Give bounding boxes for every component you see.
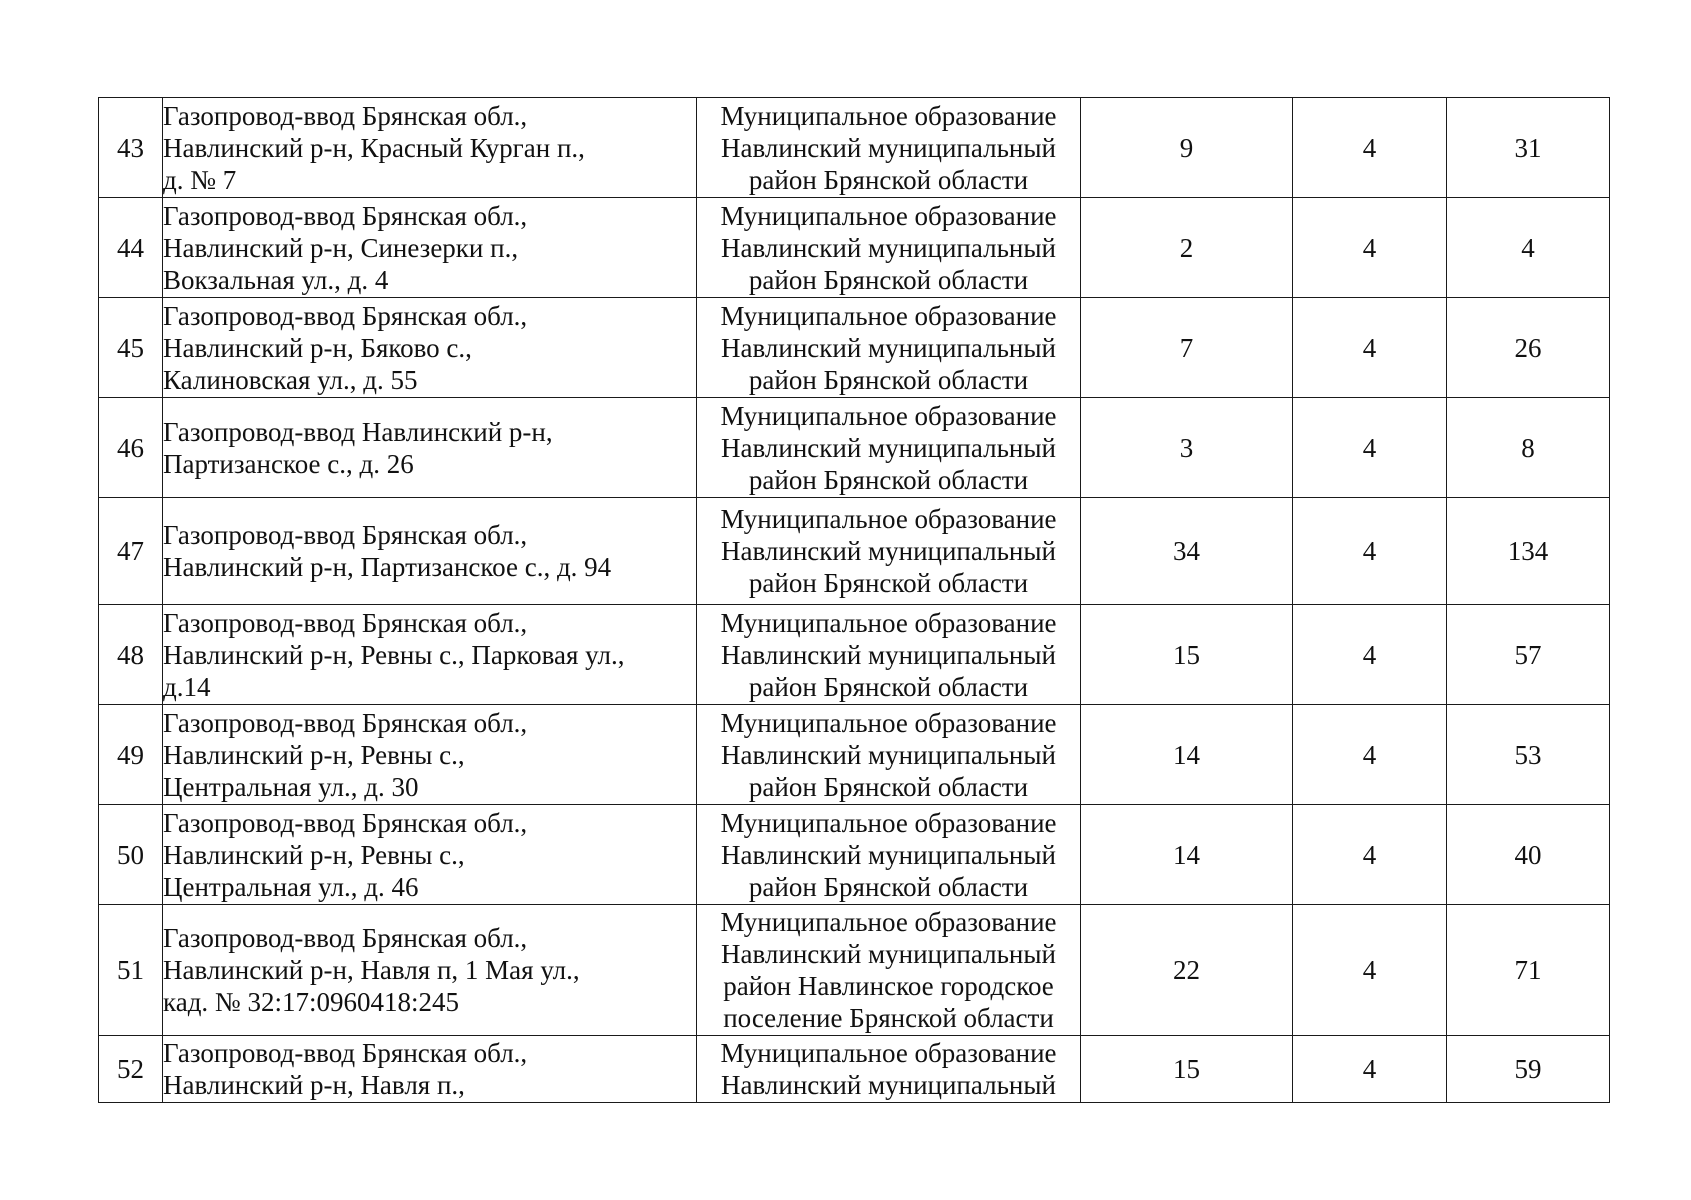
value-col-2: 4: [1293, 705, 1447, 805]
owner-line: Навлинский муниципальный: [721, 332, 1056, 363]
owner-line: Муниципальное образование: [720, 504, 1057, 534]
value-col-2: 4: [1293, 905, 1447, 1036]
owner-line: Муниципальное образование: [720, 400, 1057, 431]
value-col-3: 40: [1447, 805, 1610, 905]
object-line: Газопровод-ввод Брянская обл.,: [163, 100, 528, 131]
object-line: Газопровод-ввод Навлинский р-н,: [163, 416, 553, 447]
object-line: Газопровод-ввод Брянская обл.,: [163, 520, 528, 550]
value-col-2: 4: [1293, 398, 1447, 498]
value-col-3: 4: [1447, 198, 1610, 298]
object-description: [163, 198, 697, 298]
object-line: Навлинский р-н, Навля п, 1 Мая ул.,: [163, 955, 580, 985]
value-col-1: 14: [1081, 805, 1293, 905]
value-col-1: 34: [1081, 498, 1293, 605]
value-col-3: 53: [1447, 705, 1610, 805]
row-number: 48: [99, 605, 163, 705]
owner-line: район Брянской области: [748, 671, 1029, 702]
table-row: [99, 905, 1610, 1036]
object-description: [163, 398, 697, 498]
owner-line: Муниципальное образование: [720, 607, 1057, 638]
row-number: 44: [99, 198, 163, 298]
owner-line: Навлинский муниципальный: [721, 939, 1056, 969]
object-line: Газопровод-ввод Брянская обл.,: [163, 200, 528, 231]
value-col-2: 4: [1293, 605, 1447, 705]
object-line: Газопровод-ввод Брянская обл.,: [163, 300, 528, 331]
object-line: Навлинский р-н, Ревны с.,: [163, 739, 465, 770]
row-number: 50: [99, 805, 163, 905]
value-col-3: 26: [1447, 298, 1610, 398]
object-line: Навлинский р-н, Ревны с.,: [163, 839, 465, 870]
object-line: Газопровод-ввод Брянская обл.,: [163, 1038, 528, 1068]
value-col-3: 8: [1447, 398, 1610, 498]
value-col-3: 57: [1447, 605, 1610, 705]
object-line: Вокзальная ул., д. 4: [163, 264, 389, 295]
row-number: 46: [99, 398, 163, 498]
object-line: Навлинский р-н, Бяково с.,: [163, 332, 472, 363]
object-description: [163, 98, 697, 198]
owner-line: Навлинский муниципальный: [721, 132, 1056, 163]
value-col-2: 4: [1293, 1036, 1447, 1103]
value-col-1: 9: [1081, 98, 1293, 198]
object-line: Газопровод-ввод Брянская обл.,: [163, 807, 528, 838]
value-col-1: 22: [1081, 905, 1293, 1036]
owner-name: [697, 398, 1081, 498]
object-description: [163, 605, 697, 705]
value-col-3: 134: [1447, 498, 1610, 605]
table-row: [99, 498, 1610, 605]
value-col-2: 4: [1293, 498, 1447, 605]
object-line: Навлинский р-н, Красный Курган п.,: [163, 132, 585, 163]
value-col-1: 15: [1081, 605, 1293, 705]
owner-line: Навлинский муниципальный: [721, 639, 1056, 670]
object-description: [163, 498, 697, 605]
owner-line: Навлинский муниципальный: [721, 839, 1056, 870]
owner-line: Муниципальное образование: [720, 300, 1057, 331]
owner-line: район Брянской области: [748, 164, 1029, 195]
row-number: 43: [99, 98, 163, 198]
table-row: [99, 705, 1610, 805]
owner-name: [697, 1036, 1081, 1103]
object-line: Навлинский р-н, Партизанское с., д. 94: [163, 552, 612, 582]
value-col-1: 15: [1081, 1036, 1293, 1103]
table-row: [99, 398, 1610, 498]
object-description: [163, 905, 697, 1036]
object-line: Навлинский р-н, Ревны с., Парковая ул.,: [163, 639, 625, 670]
owner-line: Навлинский муниципальный: [721, 739, 1056, 770]
object-description: [163, 805, 697, 905]
owner-name: [697, 905, 1081, 1036]
row-number: 49: [99, 705, 163, 805]
value-col-1: 2: [1081, 198, 1293, 298]
owner-line: район Брянской области: [748, 264, 1029, 295]
row-number: 52: [99, 1036, 163, 1103]
owner-line: район Брянской области: [748, 364, 1029, 395]
object-line: Газопровод-ввод Брянская обл.,: [163, 923, 528, 953]
owner-name: [697, 298, 1081, 398]
owner-name: [697, 98, 1081, 198]
object-line: Калиновская ул., д. 55: [163, 364, 418, 395]
object-line: Газопровод-ввод Брянская обл.,: [163, 707, 528, 738]
object-line: Центральная ул., д. 46: [163, 871, 419, 902]
table-row: [99, 198, 1610, 298]
owner-line: район Навлинское городское: [723, 971, 1054, 1001]
value-col-2: 4: [1293, 98, 1447, 198]
object-line: кад. № 32:17:0960418:245: [163, 987, 459, 1017]
table-row: [99, 98, 1610, 198]
gas-pipeline-table: [98, 97, 1610, 1103]
owner-line: Муниципальное образование: [720, 200, 1057, 231]
owner-line: Муниципальное образование: [720, 807, 1057, 838]
table-row: [99, 1036, 1610, 1103]
table-row: [99, 605, 1610, 705]
value-col-2: 4: [1293, 298, 1447, 398]
object-description: [163, 705, 697, 805]
owner-line: поселение Брянской области: [723, 1003, 1054, 1033]
owner-name: [697, 198, 1081, 298]
object-description: [163, 1036, 697, 1103]
owner-name: [697, 705, 1081, 805]
value-col-2: 4: [1293, 805, 1447, 905]
owner-name: [697, 498, 1081, 605]
owner-line: Муниципальное образование: [720, 707, 1057, 738]
value-col-3: 71: [1447, 905, 1610, 1036]
table-row: [99, 805, 1610, 905]
object-line: Навлинский р-н, Синезерки п.,: [163, 232, 519, 263]
object-line: Газопровод-ввод Брянская обл.,: [163, 607, 528, 638]
owner-name: [697, 605, 1081, 705]
value-col-1: 7: [1081, 298, 1293, 398]
value-col-1: 3: [1081, 398, 1293, 498]
owner-line: Навлинский муниципальный: [721, 536, 1056, 566]
owner-name: [697, 805, 1081, 905]
owner-line: район Брянской области: [748, 871, 1029, 902]
value-col-3: 31: [1447, 98, 1610, 198]
value-col-2: 4: [1293, 198, 1447, 298]
row-number: 47: [99, 498, 163, 605]
object-description: [163, 298, 697, 398]
owner-line: район Брянской области: [748, 464, 1029, 495]
object-line: Партизанское с., д. 26: [163, 448, 414, 479]
owner-line: Навлинский муниципальный: [721, 432, 1056, 463]
table-row: [99, 298, 1610, 398]
owner-line: Муниципальное образование: [720, 907, 1057, 937]
owner-line: район Брянской области: [748, 771, 1029, 802]
owner-line: Муниципальное образование: [720, 100, 1057, 131]
value-col-3: 59: [1447, 1036, 1610, 1103]
row-number: 51: [99, 905, 163, 1036]
object-line: д.14: [163, 671, 211, 702]
owner-line: Навлинский муниципальный: [721, 232, 1056, 263]
owner-line: Навлинский муниципальный: [721, 1070, 1056, 1100]
owner-line: Муниципальное образование: [720, 1038, 1057, 1068]
object-line: Навлинский р-н, Навля п.,: [163, 1070, 465, 1100]
owner-line: район Брянской области: [748, 568, 1029, 598]
object-line: Центральная ул., д. 30: [163, 771, 419, 802]
row-number: 45: [99, 298, 163, 398]
value-col-1: 14: [1081, 705, 1293, 805]
object-line: д. № 7: [163, 164, 237, 195]
